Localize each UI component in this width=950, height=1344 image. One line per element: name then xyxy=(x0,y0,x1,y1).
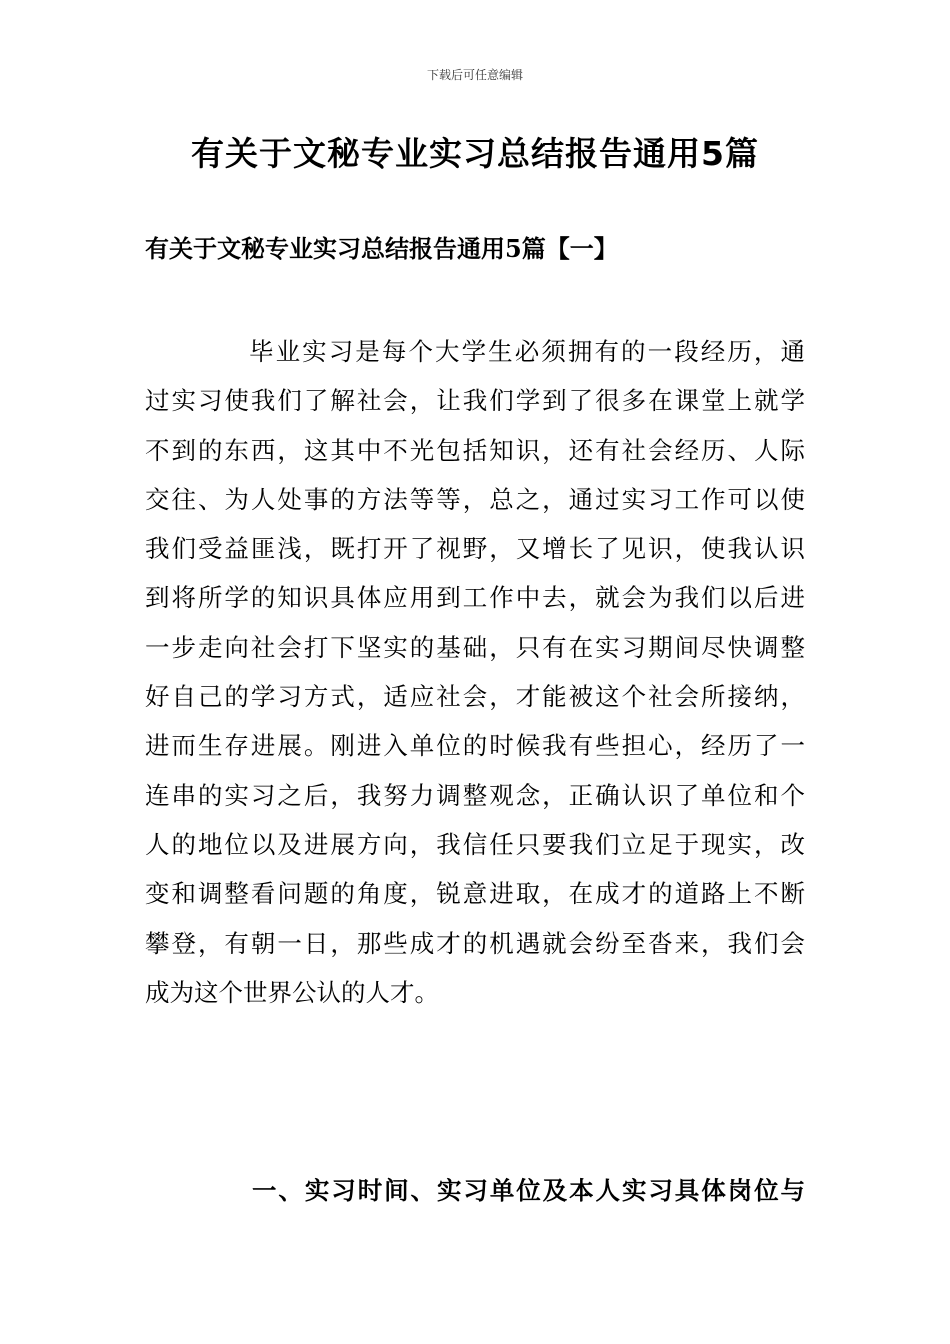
paragraph-line: 一步走向社会打下坚实的基础，只有在实习期间尽快调整 xyxy=(145,632,805,662)
paragraph-line: 人的地位以及进展方向，我信任只要我们立足于现实，改 xyxy=(145,829,805,859)
paragraph-line: 过实习使我们了解社会，让我们学到了很多在课堂上就学 xyxy=(145,386,805,416)
section-title: 有关于文秘专业实习总结报告通用5篇【一】 xyxy=(145,234,618,263)
paragraph-line: 连串的实习之后，我努力调整观念，正确认识了单位和个 xyxy=(145,780,805,810)
paragraph-line: 不到的东西，这其中不光包括知识，还有社会经历、人际 xyxy=(145,435,805,465)
document-title: 有关于文秘专业实习总结报告通用5篇 xyxy=(191,134,759,173)
paragraph-line: 攀登，有朝一日，那些成才的机遇就会纷至沓来，我们会 xyxy=(145,928,805,958)
paragraph-line: 变和调整看问题的角度，锐意进取，在成才的道路上不断 xyxy=(145,879,805,909)
paragraph-line: 成为这个世界公认的人才。 xyxy=(145,977,439,1007)
paragraph-line: 毕业实习是每个大学生必须拥有的一段经历，通 xyxy=(249,337,805,366)
paragraph-line: 交往、为人处事的方法等等，总之，通过实习工作可以使 xyxy=(145,484,805,514)
header-note: 下载后可任意编辑 xyxy=(426,68,523,82)
paragraph-line: 到将所学的知识具体应用到工作中去，就会为我们以后进 xyxy=(145,583,805,613)
body-paragraph xyxy=(145,327,805,1017)
paragraph-line: 我们受益匪浅，既打开了视野，又增长了见识，使我认识 xyxy=(145,534,805,564)
sub-heading: 一、实习时间、实习单位及本人实习具体岗位与 xyxy=(252,1176,805,1205)
paragraph-line: 好自己的学习方式，适应社会，才能被这个社会所接纳， xyxy=(145,682,805,712)
paragraph-line: 进而生存进展。刚进入单位的时候我有些担心，经历了一 xyxy=(145,731,805,761)
